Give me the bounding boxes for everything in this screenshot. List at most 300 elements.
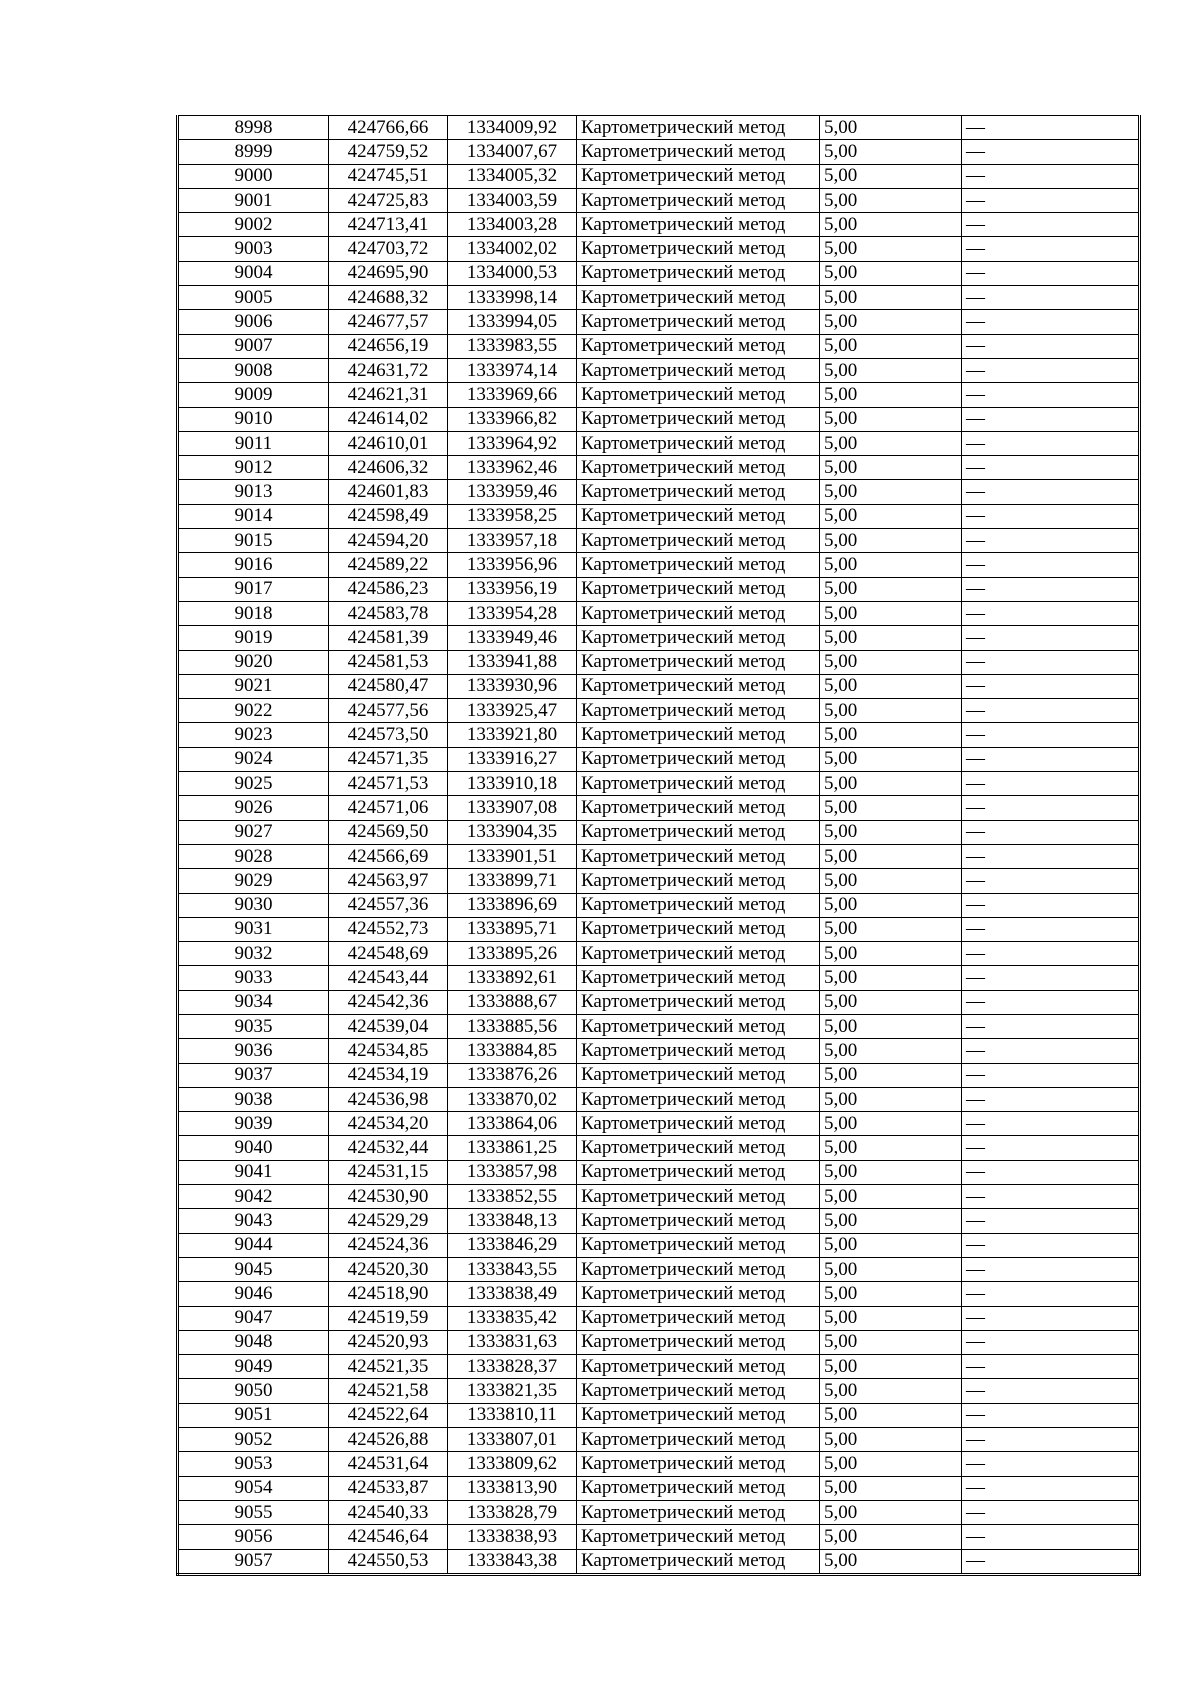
y-coordinate-cell: 1333838,49 bbox=[448, 1282, 577, 1306]
y-coordinate-cell: 1333959,46 bbox=[448, 480, 577, 504]
table-row bbox=[178, 1355, 1140, 1379]
method-cell: Картометрический метод bbox=[577, 1063, 820, 1087]
table-row bbox=[178, 1185, 1140, 1209]
accuracy-cell: 5,00 bbox=[820, 431, 962, 455]
table-row bbox=[178, 237, 1140, 261]
accuracy-cell: 5,00 bbox=[820, 1525, 962, 1549]
x-coordinate-cell: 424577,56 bbox=[329, 699, 448, 723]
note-cell: — bbox=[962, 772, 1140, 796]
point-number-cell: 9046 bbox=[178, 1282, 329, 1306]
accuracy-cell: 5,00 bbox=[820, 261, 962, 285]
method-cell: Картометрический метод bbox=[577, 553, 820, 577]
method-cell: Картометрический метод bbox=[577, 820, 820, 844]
accuracy-cell: 5,00 bbox=[820, 1500, 962, 1524]
x-coordinate-cell: 424526,88 bbox=[329, 1428, 448, 1452]
accuracy-cell: 5,00 bbox=[820, 1063, 962, 1087]
method-cell: Картометрический метод bbox=[577, 1136, 820, 1160]
accuracy-cell: 5,00 bbox=[820, 966, 962, 990]
x-coordinate-cell: 424677,57 bbox=[329, 310, 448, 334]
accuracy-cell: 5,00 bbox=[820, 334, 962, 358]
point-number-cell: 9029 bbox=[178, 869, 329, 893]
y-coordinate-cell: 1333962,46 bbox=[448, 456, 577, 480]
note-cell: — bbox=[962, 286, 1140, 310]
note-cell: — bbox=[962, 1112, 1140, 1136]
accuracy-cell: 5,00 bbox=[820, 1282, 962, 1306]
note-cell: — bbox=[962, 820, 1140, 844]
y-coordinate-cell: 1333843,55 bbox=[448, 1257, 577, 1281]
accuracy-cell: 5,00 bbox=[820, 1014, 962, 1038]
table-row bbox=[178, 844, 1140, 868]
accuracy-cell: 5,00 bbox=[820, 723, 962, 747]
point-number-cell: 9010 bbox=[178, 407, 329, 431]
method-cell: Картометрический метод bbox=[577, 1160, 820, 1184]
table-row bbox=[178, 626, 1140, 650]
accuracy-cell: 5,00 bbox=[820, 140, 962, 164]
note-cell: — bbox=[962, 334, 1140, 358]
table-row bbox=[178, 1476, 1140, 1500]
accuracy-cell: 5,00 bbox=[820, 310, 962, 334]
point-number-cell: 9023 bbox=[178, 723, 329, 747]
table-row bbox=[178, 1379, 1140, 1403]
note-cell: — bbox=[962, 529, 1140, 553]
x-coordinate-cell: 424614,02 bbox=[329, 407, 448, 431]
note-cell: — bbox=[962, 504, 1140, 528]
table-row bbox=[178, 1525, 1140, 1549]
method-cell: Картометрический метод bbox=[577, 1403, 820, 1427]
point-number-cell: 9036 bbox=[178, 1039, 329, 1063]
table-row bbox=[178, 334, 1140, 358]
y-coordinate-cell: 1333895,71 bbox=[448, 917, 577, 941]
accuracy-cell: 5,00 bbox=[820, 796, 962, 820]
method-cell: Картометрический метод bbox=[577, 1209, 820, 1233]
x-coordinate-cell: 424631,72 bbox=[329, 358, 448, 382]
point-number-cell: 9021 bbox=[178, 674, 329, 698]
accuracy-cell: 5,00 bbox=[820, 1549, 962, 1574]
point-number-cell: 9038 bbox=[178, 1087, 329, 1111]
note-cell: — bbox=[962, 213, 1140, 237]
method-cell: Картометрический метод bbox=[577, 1185, 820, 1209]
table-row bbox=[178, 140, 1140, 164]
point-number-cell: 9018 bbox=[178, 601, 329, 625]
x-coordinate-cell: 424703,72 bbox=[329, 237, 448, 261]
point-number-cell: 9041 bbox=[178, 1160, 329, 1184]
note-cell: — bbox=[962, 1403, 1140, 1427]
point-number-cell: 9052 bbox=[178, 1428, 329, 1452]
note-cell: — bbox=[962, 140, 1140, 164]
table-row bbox=[178, 553, 1140, 577]
method-cell: Картометрический метод bbox=[577, 601, 820, 625]
point-number-cell: 9026 bbox=[178, 796, 329, 820]
point-number-cell: 9027 bbox=[178, 820, 329, 844]
y-coordinate-cell: 1333861,25 bbox=[448, 1136, 577, 1160]
coordinates-table-body bbox=[178, 116, 1140, 1575]
method-cell: Картометрический метод bbox=[577, 286, 820, 310]
table-row bbox=[178, 1112, 1140, 1136]
x-coordinate-cell: 424531,15 bbox=[329, 1160, 448, 1184]
note-cell: — bbox=[962, 966, 1140, 990]
point-number-cell: 9051 bbox=[178, 1403, 329, 1427]
y-coordinate-cell: 1333838,93 bbox=[448, 1525, 577, 1549]
note-cell: — bbox=[962, 650, 1140, 674]
table-row bbox=[178, 1330, 1140, 1354]
x-coordinate-cell: 424573,50 bbox=[329, 723, 448, 747]
accuracy-cell: 5,00 bbox=[820, 383, 962, 407]
coordinates-table bbox=[176, 115, 1141, 1576]
table-row bbox=[178, 1209, 1140, 1233]
method-cell: Картометрический метод bbox=[577, 1428, 820, 1452]
accuracy-cell: 5,00 bbox=[820, 674, 962, 698]
point-number-cell: 9039 bbox=[178, 1112, 329, 1136]
point-number-cell: 9050 bbox=[178, 1379, 329, 1403]
accuracy-cell: 5,00 bbox=[820, 990, 962, 1014]
note-cell: — bbox=[962, 358, 1140, 382]
table-row bbox=[178, 942, 1140, 966]
table-row bbox=[178, 601, 1140, 625]
method-cell: Картометрический метод bbox=[577, 942, 820, 966]
x-coordinate-cell: 424529,29 bbox=[329, 1209, 448, 1233]
x-coordinate-cell: 424580,47 bbox=[329, 674, 448, 698]
x-coordinate-cell: 424548,69 bbox=[329, 942, 448, 966]
x-coordinate-cell: 424533,87 bbox=[329, 1476, 448, 1500]
method-cell: Картометрический метод bbox=[577, 1233, 820, 1257]
accuracy-cell: 5,00 bbox=[820, 286, 962, 310]
accuracy-cell: 5,00 bbox=[820, 942, 962, 966]
point-number-cell: 8999 bbox=[178, 140, 329, 164]
x-coordinate-cell: 424531,64 bbox=[329, 1452, 448, 1476]
point-number-cell: 9000 bbox=[178, 164, 329, 188]
point-number-cell: 9016 bbox=[178, 553, 329, 577]
y-coordinate-cell: 1333956,96 bbox=[448, 553, 577, 577]
y-coordinate-cell: 1334007,67 bbox=[448, 140, 577, 164]
y-coordinate-cell: 1334002,02 bbox=[448, 237, 577, 261]
table-row bbox=[178, 772, 1140, 796]
table-row bbox=[178, 1282, 1140, 1306]
y-coordinate-cell: 1333957,18 bbox=[448, 529, 577, 553]
y-coordinate-cell: 1333956,19 bbox=[448, 577, 577, 601]
point-number-cell: 9017 bbox=[178, 577, 329, 601]
point-number-cell: 9011 bbox=[178, 431, 329, 455]
y-coordinate-cell: 1333958,25 bbox=[448, 504, 577, 528]
accuracy-cell: 5,00 bbox=[820, 164, 962, 188]
note-cell: — bbox=[962, 1233, 1140, 1257]
y-coordinate-cell: 1333921,80 bbox=[448, 723, 577, 747]
y-coordinate-cell: 1333910,18 bbox=[448, 772, 577, 796]
x-coordinate-cell: 424557,36 bbox=[329, 893, 448, 917]
point-number-cell: 9032 bbox=[178, 942, 329, 966]
note-cell: — bbox=[962, 577, 1140, 601]
accuracy-cell: 5,00 bbox=[820, 1087, 962, 1111]
point-number-cell: 9056 bbox=[178, 1525, 329, 1549]
note-cell: — bbox=[962, 674, 1140, 698]
y-coordinate-cell: 1333994,05 bbox=[448, 310, 577, 334]
accuracy-cell: 5,00 bbox=[820, 116, 962, 140]
accuracy-cell: 5,00 bbox=[820, 456, 962, 480]
method-cell: Картометрический метод bbox=[577, 1379, 820, 1403]
x-coordinate-cell: 424598,49 bbox=[329, 504, 448, 528]
x-coordinate-cell: 424520,30 bbox=[329, 1257, 448, 1281]
accuracy-cell: 5,00 bbox=[820, 1452, 962, 1476]
y-coordinate-cell: 1333949,46 bbox=[448, 626, 577, 650]
method-cell: Картометрический метод bbox=[577, 1112, 820, 1136]
y-coordinate-cell: 1333954,28 bbox=[448, 601, 577, 625]
note-cell: — bbox=[962, 1160, 1140, 1184]
y-coordinate-cell: 1333983,55 bbox=[448, 334, 577, 358]
method-cell: Картометрический метод bbox=[577, 116, 820, 140]
table-row bbox=[178, 1257, 1140, 1281]
x-coordinate-cell: 424521,35 bbox=[329, 1355, 448, 1379]
x-coordinate-cell: 424695,90 bbox=[329, 261, 448, 285]
note-cell: — bbox=[962, 1209, 1140, 1233]
method-cell: Картометрический метод bbox=[577, 1039, 820, 1063]
x-coordinate-cell: 424563,97 bbox=[329, 869, 448, 893]
y-coordinate-cell: 1333810,11 bbox=[448, 1403, 577, 1427]
x-coordinate-cell: 424581,53 bbox=[329, 650, 448, 674]
x-coordinate-cell: 424606,32 bbox=[329, 456, 448, 480]
table-row bbox=[178, 1428, 1140, 1452]
point-number-cell: 9035 bbox=[178, 1014, 329, 1038]
accuracy-cell: 5,00 bbox=[820, 893, 962, 917]
method-cell: Картометрический метод bbox=[577, 869, 820, 893]
table-row bbox=[178, 990, 1140, 1014]
accuracy-cell: 5,00 bbox=[820, 844, 962, 868]
note-cell: — bbox=[962, 699, 1140, 723]
note-cell: — bbox=[962, 626, 1140, 650]
method-cell: Картометрический метод bbox=[577, 431, 820, 455]
accuracy-cell: 5,00 bbox=[820, 626, 962, 650]
x-coordinate-cell: 424759,52 bbox=[329, 140, 448, 164]
accuracy-cell: 5,00 bbox=[820, 1257, 962, 1281]
y-coordinate-cell: 1334005,32 bbox=[448, 164, 577, 188]
accuracy-cell: 5,00 bbox=[820, 772, 962, 796]
method-cell: Картометрический метод bbox=[577, 480, 820, 504]
accuracy-cell: 5,00 bbox=[820, 504, 962, 528]
x-coordinate-cell: 424725,83 bbox=[329, 188, 448, 212]
point-number-cell: 9053 bbox=[178, 1452, 329, 1476]
y-coordinate-cell: 1333807,01 bbox=[448, 1428, 577, 1452]
y-coordinate-cell: 1334003,59 bbox=[448, 188, 577, 212]
y-coordinate-cell: 1333966,82 bbox=[448, 407, 577, 431]
point-number-cell: 8998 bbox=[178, 116, 329, 140]
method-cell: Картометрический метод bbox=[577, 747, 820, 771]
point-number-cell: 9014 bbox=[178, 504, 329, 528]
method-cell: Картометрический метод bbox=[577, 334, 820, 358]
x-coordinate-cell: 424569,50 bbox=[329, 820, 448, 844]
note-cell: — bbox=[962, 796, 1140, 820]
x-coordinate-cell: 424688,32 bbox=[329, 286, 448, 310]
accuracy-cell: 5,00 bbox=[820, 407, 962, 431]
table-row bbox=[178, 116, 1140, 140]
x-coordinate-cell: 424543,44 bbox=[329, 966, 448, 990]
x-coordinate-cell: 424534,20 bbox=[329, 1112, 448, 1136]
x-coordinate-cell: 424586,23 bbox=[329, 577, 448, 601]
note-cell: — bbox=[962, 1257, 1140, 1281]
table-row bbox=[178, 504, 1140, 528]
method-cell: Картометрический метод bbox=[577, 1355, 820, 1379]
y-coordinate-cell: 1333870,02 bbox=[448, 1087, 577, 1111]
note-cell: — bbox=[962, 164, 1140, 188]
point-number-cell: 9043 bbox=[178, 1209, 329, 1233]
accuracy-cell: 5,00 bbox=[820, 869, 962, 893]
point-number-cell: 9003 bbox=[178, 237, 329, 261]
point-number-cell: 9009 bbox=[178, 383, 329, 407]
x-coordinate-cell: 424766,66 bbox=[329, 116, 448, 140]
y-coordinate-cell: 1333896,69 bbox=[448, 893, 577, 917]
note-cell: — bbox=[962, 383, 1140, 407]
method-cell: Картометрический метод bbox=[577, 893, 820, 917]
note-cell: — bbox=[962, 1452, 1140, 1476]
method-cell: Картометрический метод bbox=[577, 1257, 820, 1281]
method-cell: Картометрический метод bbox=[577, 1476, 820, 1500]
y-coordinate-cell: 1333828,37 bbox=[448, 1355, 577, 1379]
note-cell: — bbox=[962, 261, 1140, 285]
accuracy-cell: 5,00 bbox=[820, 577, 962, 601]
note-cell: — bbox=[962, 747, 1140, 771]
table-row bbox=[178, 577, 1140, 601]
y-coordinate-cell: 1333884,85 bbox=[448, 1039, 577, 1063]
note-cell: — bbox=[962, 1014, 1140, 1038]
y-coordinate-cell: 1333809,62 bbox=[448, 1452, 577, 1476]
point-number-cell: 9020 bbox=[178, 650, 329, 674]
note-cell: — bbox=[962, 456, 1140, 480]
x-coordinate-cell: 424534,85 bbox=[329, 1039, 448, 1063]
method-cell: Картометрический метод bbox=[577, 1282, 820, 1306]
note-cell: — bbox=[962, 1500, 1140, 1524]
table-row bbox=[178, 723, 1140, 747]
method-cell: Картометрический метод bbox=[577, 383, 820, 407]
method-cell: Картометрический метод bbox=[577, 723, 820, 747]
note-cell: — bbox=[962, 116, 1140, 140]
accuracy-cell: 5,00 bbox=[820, 1209, 962, 1233]
point-number-cell: 9008 bbox=[178, 358, 329, 382]
method-cell: Картометрический метод bbox=[577, 1500, 820, 1524]
note-cell: — bbox=[962, 1282, 1140, 1306]
accuracy-cell: 5,00 bbox=[820, 1355, 962, 1379]
note-cell: — bbox=[962, 723, 1140, 747]
table-row bbox=[178, 1039, 1140, 1063]
table-row bbox=[178, 747, 1140, 771]
method-cell: Картометрический метод bbox=[577, 674, 820, 698]
point-number-cell: 9028 bbox=[178, 844, 329, 868]
y-coordinate-cell: 1333876,26 bbox=[448, 1063, 577, 1087]
y-coordinate-cell: 1333925,47 bbox=[448, 699, 577, 723]
point-number-cell: 9025 bbox=[178, 772, 329, 796]
accuracy-cell: 5,00 bbox=[820, 820, 962, 844]
x-coordinate-cell: 424594,20 bbox=[329, 529, 448, 553]
x-coordinate-cell: 424539,04 bbox=[329, 1014, 448, 1038]
method-cell: Картометрический метод bbox=[577, 358, 820, 382]
x-coordinate-cell: 424583,78 bbox=[329, 601, 448, 625]
method-cell: Картометрический метод bbox=[577, 213, 820, 237]
table-row bbox=[178, 358, 1140, 382]
method-cell: Картометрический метод bbox=[577, 504, 820, 528]
x-coordinate-cell: 424530,90 bbox=[329, 1185, 448, 1209]
table-row bbox=[178, 529, 1140, 553]
method-cell: Картометрический метод bbox=[577, 310, 820, 334]
point-number-cell: 9057 bbox=[178, 1549, 329, 1574]
accuracy-cell: 5,00 bbox=[820, 480, 962, 504]
y-coordinate-cell: 1334000,53 bbox=[448, 261, 577, 285]
table-row bbox=[178, 1306, 1140, 1330]
x-coordinate-cell: 424536,98 bbox=[329, 1087, 448, 1111]
accuracy-cell: 5,00 bbox=[820, 1233, 962, 1257]
point-number-cell: 9045 bbox=[178, 1257, 329, 1281]
table-row bbox=[178, 456, 1140, 480]
point-number-cell: 9042 bbox=[178, 1185, 329, 1209]
x-coordinate-cell: 424518,90 bbox=[329, 1282, 448, 1306]
note-cell: — bbox=[962, 917, 1140, 941]
method-cell: Картометрический метод bbox=[577, 796, 820, 820]
table-row bbox=[178, 213, 1140, 237]
y-coordinate-cell: 1334003,28 bbox=[448, 213, 577, 237]
method-cell: Картометрический метод bbox=[577, 990, 820, 1014]
note-cell: — bbox=[962, 407, 1140, 431]
table-row bbox=[178, 1403, 1140, 1427]
method-cell: Картометрический метод bbox=[577, 456, 820, 480]
point-number-cell: 9040 bbox=[178, 1136, 329, 1160]
table-row bbox=[178, 407, 1140, 431]
note-cell: — bbox=[962, 893, 1140, 917]
accuracy-cell: 5,00 bbox=[820, 1428, 962, 1452]
note-cell: — bbox=[962, 480, 1140, 504]
x-coordinate-cell: 424589,22 bbox=[329, 553, 448, 577]
y-coordinate-cell: 1333895,26 bbox=[448, 942, 577, 966]
table-row bbox=[178, 917, 1140, 941]
accuracy-cell: 5,00 bbox=[820, 1403, 962, 1427]
note-cell: — bbox=[962, 1355, 1140, 1379]
note-cell: — bbox=[962, 601, 1140, 625]
method-cell: Картометрический метод bbox=[577, 407, 820, 431]
y-coordinate-cell: 1333864,06 bbox=[448, 1112, 577, 1136]
point-number-cell: 9022 bbox=[178, 699, 329, 723]
y-coordinate-cell: 1333998,14 bbox=[448, 286, 577, 310]
point-number-cell: 9037 bbox=[178, 1063, 329, 1087]
point-number-cell: 9007 bbox=[178, 334, 329, 358]
table-row bbox=[178, 480, 1140, 504]
point-number-cell: 9006 bbox=[178, 310, 329, 334]
point-number-cell: 9004 bbox=[178, 261, 329, 285]
x-coordinate-cell: 424621,31 bbox=[329, 383, 448, 407]
y-coordinate-cell: 1333813,90 bbox=[448, 1476, 577, 1500]
y-coordinate-cell: 1333831,63 bbox=[448, 1330, 577, 1354]
table-row bbox=[178, 1160, 1140, 1184]
note-cell: — bbox=[962, 431, 1140, 455]
point-number-cell: 9013 bbox=[178, 480, 329, 504]
accuracy-cell: 5,00 bbox=[820, 650, 962, 674]
accuracy-cell: 5,00 bbox=[820, 529, 962, 553]
method-cell: Картометрический метод bbox=[577, 1087, 820, 1111]
note-cell: — bbox=[962, 942, 1140, 966]
table-row bbox=[178, 1087, 1140, 1111]
y-coordinate-cell: 1333857,98 bbox=[448, 1160, 577, 1184]
method-cell: Картометрический метод bbox=[577, 1525, 820, 1549]
note-cell: — bbox=[962, 1087, 1140, 1111]
point-number-cell: 9034 bbox=[178, 990, 329, 1014]
y-coordinate-cell: 1333888,67 bbox=[448, 990, 577, 1014]
accuracy-cell: 5,00 bbox=[820, 1306, 962, 1330]
table-row bbox=[178, 1014, 1140, 1038]
note-cell: — bbox=[962, 1330, 1140, 1354]
point-number-cell: 9005 bbox=[178, 286, 329, 310]
y-coordinate-cell: 1333885,56 bbox=[448, 1014, 577, 1038]
note-cell: — bbox=[962, 553, 1140, 577]
accuracy-cell: 5,00 bbox=[820, 1379, 962, 1403]
x-coordinate-cell: 424540,33 bbox=[329, 1500, 448, 1524]
y-coordinate-cell: 1333899,71 bbox=[448, 869, 577, 893]
accuracy-cell: 5,00 bbox=[820, 917, 962, 941]
method-cell: Картометрический метод bbox=[577, 1014, 820, 1038]
table-row bbox=[178, 1549, 1140, 1574]
table-row bbox=[178, 1136, 1140, 1160]
